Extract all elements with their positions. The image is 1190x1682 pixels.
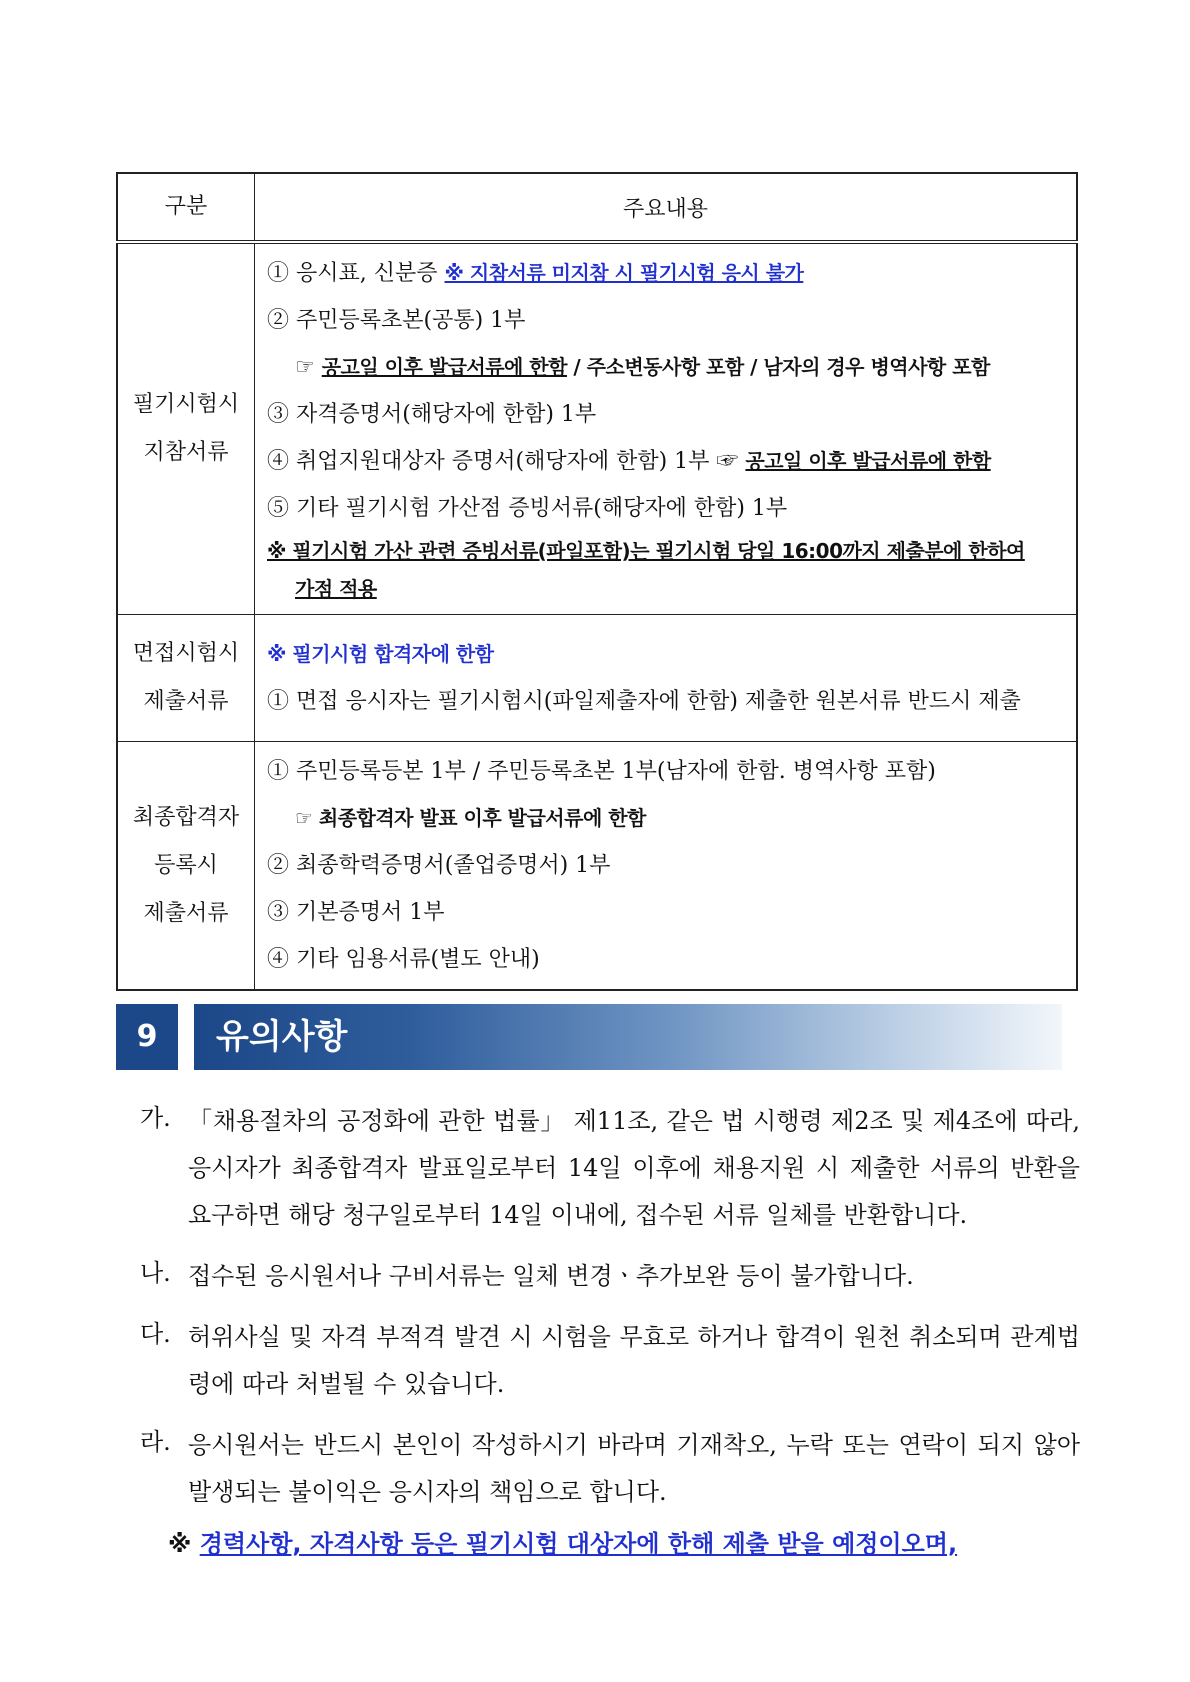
list-text: 응시원서는 반드시 본인이 작성하시기 바라며 기재착오, 누락 또는 연락이 되지 않아 발생되는 불이익은 응시자의 책임으로 합니다. [188,1431,1080,1506]
underlined-text: 공고일 이후 발급서류에 한함 [745,449,991,473]
list-marker: 나. [140,1259,171,1287]
list-marker: 다. [140,1320,171,1348]
bonus-note-line [267,570,1064,608]
content-line: ② 최종학력증명서(졸업증명서) 1부 [267,853,611,878]
list-text: 접수된 응시원서나 구비서류는 일체 변경ㆍ추가보완 등이 불가합니다. [188,1262,914,1290]
header-category: 구분 [117,173,255,242]
section-header [116,1004,1062,1070]
table-row-interview [117,615,1077,742]
list-text: 「채용절차의 공정화에 관한 법률」 제11조, 같은 법 시행령 제2조 및 제4조에 따라, 응시자가 최종합격자 발표일로부터 14일 이후에 채용지원 시 제출한 서류의 반환을 요구하면 해당 청구일로부터 14일 이내에, 접수된 서류 일체를 반환합니다. [188,1107,1080,1229]
bonus-note-text: ※ 필기시험 가산 관련 증빙서류(파일포함)는 필기시험 당일 16:00까지 제출분에 한하여 [267,539,1025,563]
bonus-note-text: 가점 적용 [295,577,377,601]
list-item [140,1314,1080,1408]
pointer-icon: ☞ [295,355,322,380]
notes-list [140,1098,1080,1530]
item-text: ① 응시표, 신분증 [267,261,445,286]
content-line: ③ 기본증명서 1부 [267,900,445,925]
documents-table [116,172,1078,991]
category-final [117,742,255,991]
item-text: ④ 취업지원대상자 증명서(해당자에 한함) 1부 ☞ [267,449,746,474]
content-line: ☞ 최종합격자 발표 이후 발급서류에 한함 [295,806,646,830]
category-written-exam [117,242,255,615]
category-line: 지참서류 [143,440,229,465]
underlined-text: 공고일 이후 발급서류에 한함 [321,355,567,379]
final-note [168,1524,957,1559]
category-line: 등록시 [154,852,218,878]
content-line: ④ 기타 임용서류(별도 안내) [267,947,540,972]
content-line: ⑤ 기타 필기시험 가산점 증빙서류(해당자에 한함) 1부 [267,496,788,521]
list-item [140,1422,1080,1516]
category-line: 면접시험시 [132,641,240,666]
category-interview [117,615,255,742]
content-line: ① 주민등록등본 1부 / 주민등록초본 1부(남자에 한함. 병역사항 포함) [267,759,936,784]
list-text: 허위사실 및 자격 부적격 발견 시 시험을 무효로 하거나 합격이 원천 취소되며 관계법령에 따라 처벌될 수 있습니다. [188,1323,1080,1398]
final-note-text: 경력사항, 자격사항 등은 필기시험 대상자에 한해 제출 받을 예정이오며, [199,1530,958,1558]
section-number: 9 [116,1004,178,1070]
content-line [267,438,1064,485]
warning-note: ※ 지참서류 미지참 시 필기시험 응시 불가 [444,261,804,285]
category-line: 필기시험시 [132,392,240,417]
table-row-final [117,742,1077,991]
list-marker: 가. [140,1104,171,1132]
content-line: ② 주민등록초본(공통) 1부 [267,308,526,333]
reference-mark: ※ [168,1530,200,1558]
list-item [140,1253,1080,1300]
content-line: ③ 자격증명서(해당자에 한함) 1부 [267,402,597,427]
content-written-exam [255,242,1078,615]
content-line: ※ 필기시험 합격자에 한함 [267,642,494,666]
table-row-written-exam [117,242,1077,615]
content-line [267,344,1064,391]
content-line [267,250,1064,297]
content-final [255,742,1078,991]
bold-text: / 주소변동사항 포함 / 남자의 경우 병역사항 포함 [566,355,990,379]
category-line: 제출서류 [143,689,229,714]
header-content: 주요내용 [255,173,1078,242]
category-line: 최종합격자 [132,804,240,830]
content-interview [255,615,1078,742]
category-line: 제출서류 [143,900,229,926]
content-line: ① 면접 응시자는 필기시험시(파일제출자에 한함) 제출한 원본서류 반드시 제출 [267,689,1021,714]
list-item [140,1098,1080,1239]
list-marker: 라. [140,1428,171,1456]
table-header-row [117,173,1077,242]
bonus-note-line [267,532,1064,570]
section-title: 유의사항 [216,1017,348,1057]
